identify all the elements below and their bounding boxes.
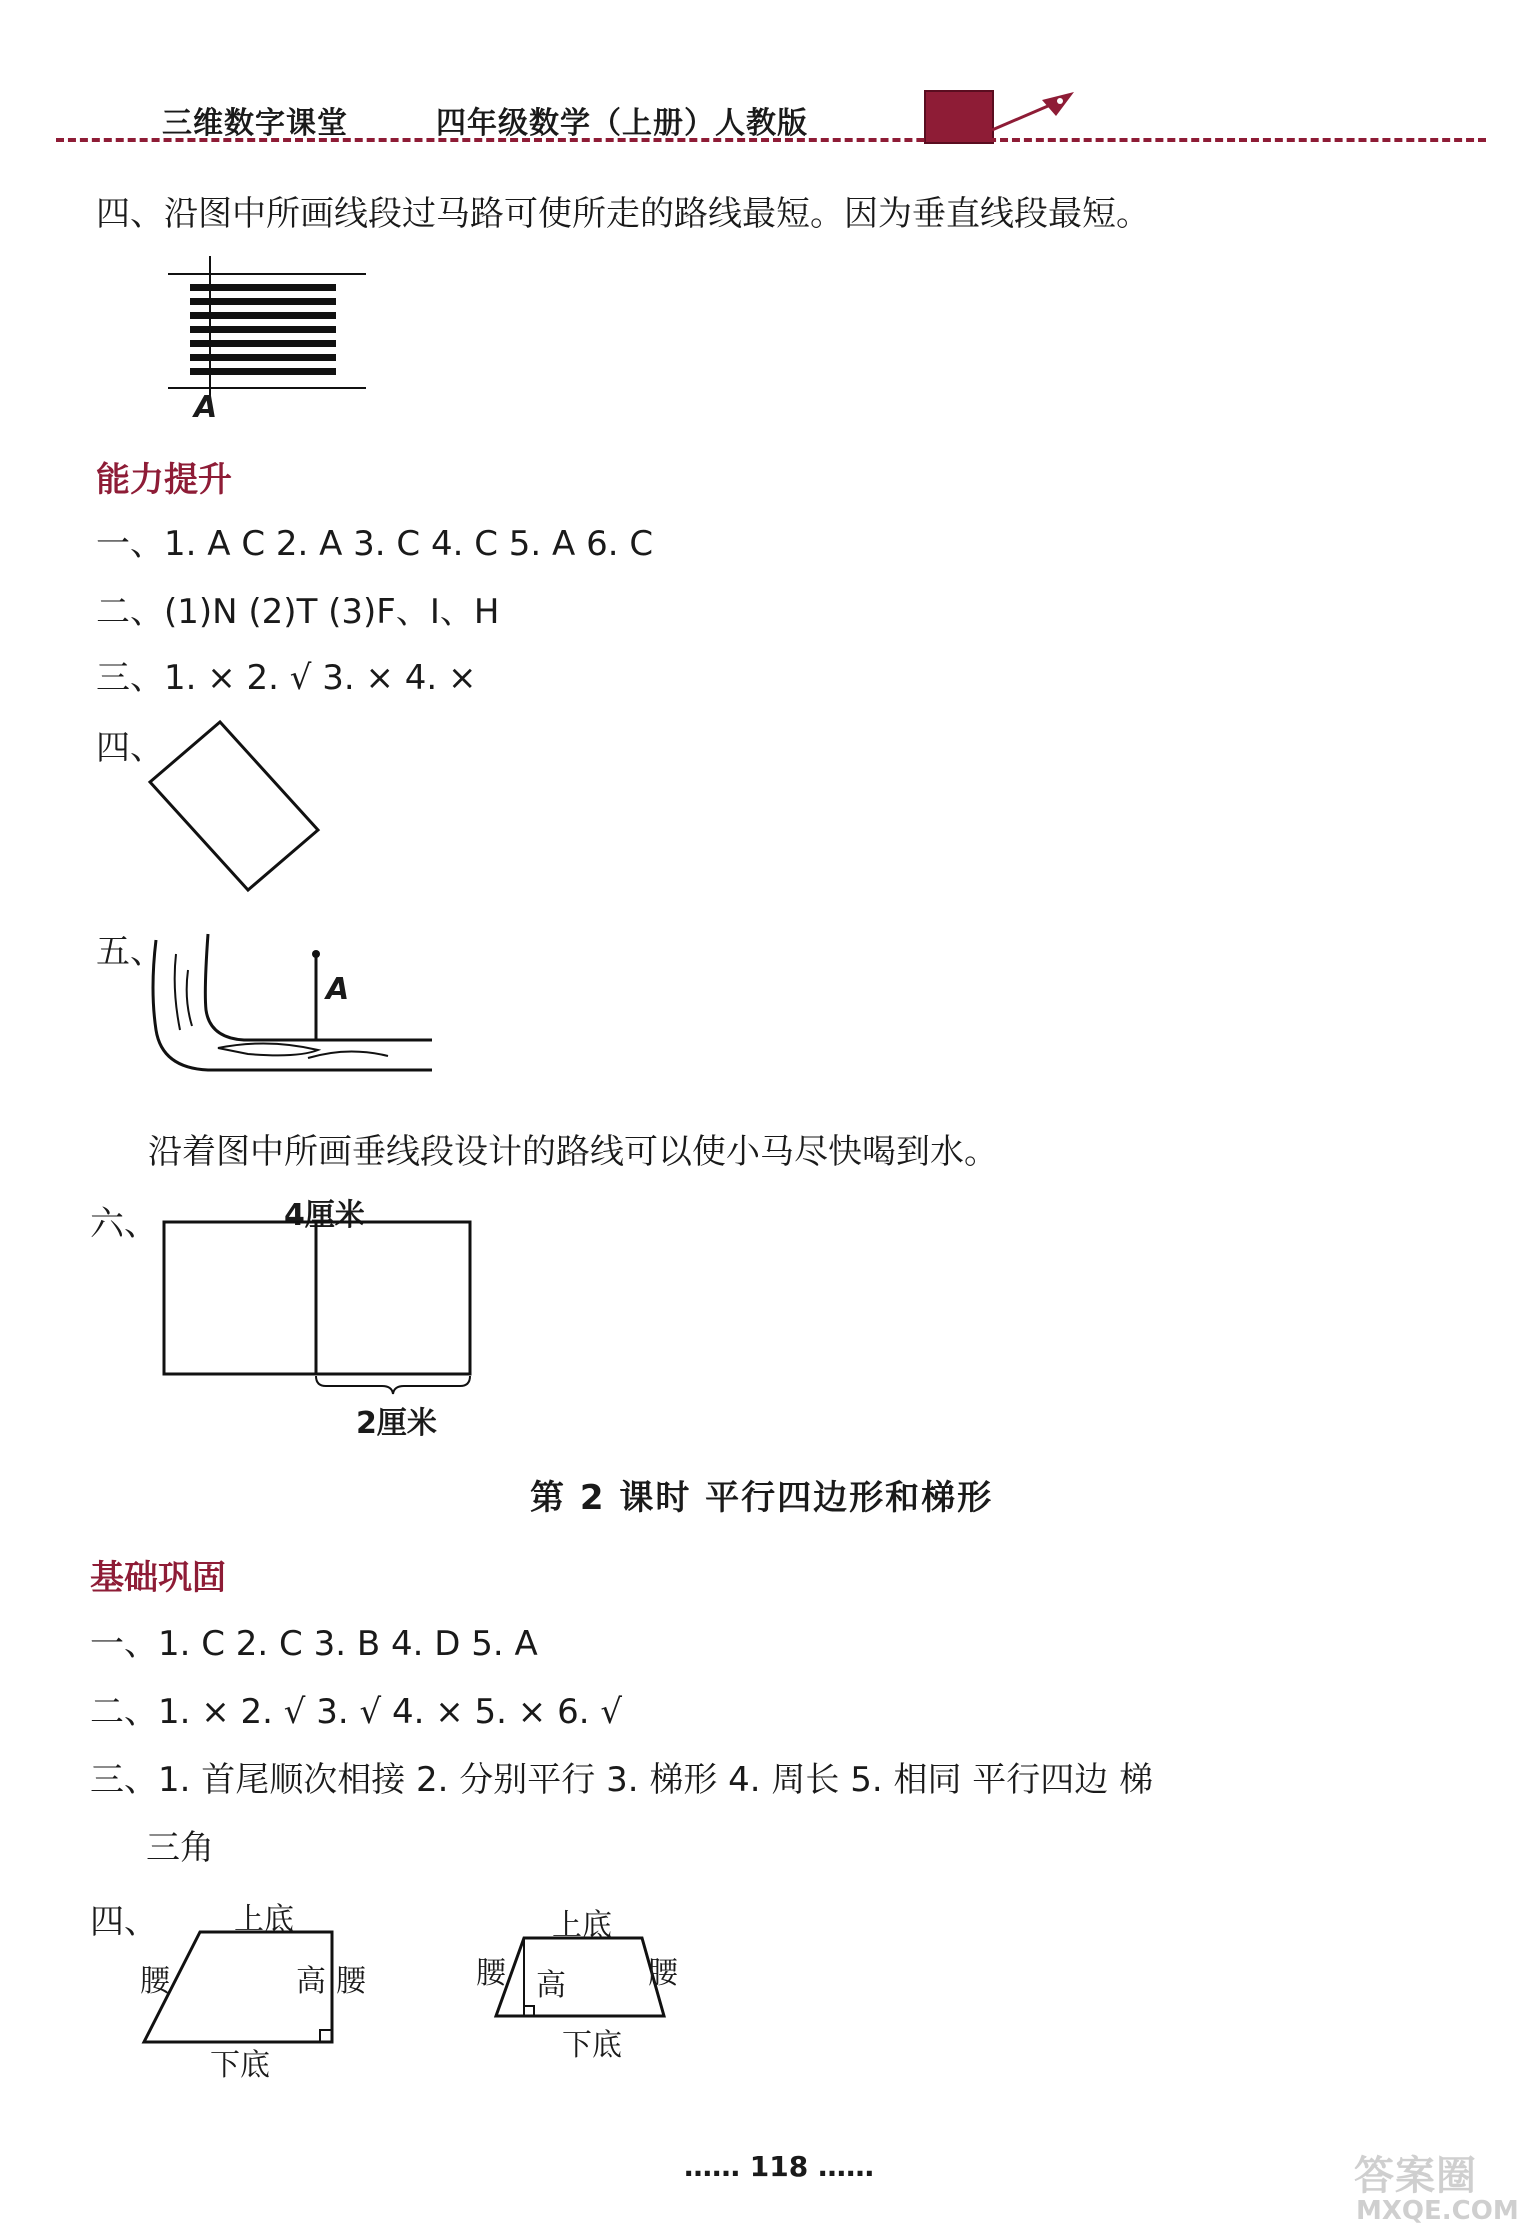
fig2-left-label: 腰	[476, 1956, 506, 1991]
basics-answer-line-1: 一、1. C 2. C 3. B 4. D 5. A	[90, 1624, 538, 1664]
rocket-icon	[990, 88, 1080, 138]
page-number: …… 118 ……	[684, 2150, 874, 2183]
fig2-height-label: 高	[536, 1968, 566, 2003]
header-divider	[56, 138, 1486, 142]
fig2-top-label: 上底	[552, 1908, 612, 1943]
ability-q5-answer: 沿着图中所画垂线段设计的路线可以使小马尽快喝到水。	[148, 1132, 998, 1172]
fig1-bottom-label: 下底	[210, 2048, 270, 2083]
basics-q4-label: 四、	[90, 1902, 158, 1942]
rectangle-split-figure	[162, 1220, 474, 1390]
ability-q5-label: 五、	[96, 932, 164, 972]
isosceles-trapezoid-figure	[494, 1936, 666, 2020]
crosswalk-point-label: A	[194, 390, 218, 425]
q6-top-measure: 4厘米	[284, 1198, 365, 1233]
fig1-right-label: 腰	[336, 1964, 366, 1999]
watermark-url: MXQE.COM	[1356, 2196, 1519, 2226]
section-heading-basics: 基础巩固	[90, 1558, 226, 1598]
ability-answer-line-3: 三、1. × 2. √ 3. × 4. ×	[96, 658, 477, 698]
fig2-bottom-label: 下底	[562, 2028, 622, 2063]
lesson-title: 第 2 课时 平行四边形和梯形	[530, 1478, 994, 1518]
watermark-logo-text: 答案圈	[1354, 2153, 1477, 2199]
header-logo-block	[924, 90, 994, 144]
fig1-left-label: 腰	[140, 1964, 170, 1999]
basics-answer-line-3: 三、1. 首尾顺次相接 2. 分别平行 3. 梯形 4. 周长 5. 相同 平行四边 梯	[90, 1760, 1154, 1800]
section-heading-ability: 能力提升	[96, 460, 232, 500]
fig1-top-label: 上底	[234, 1902, 294, 1937]
ability-answer-line-1: 一、1. A C 2. A 3. C 4. C 5. A 6. C	[96, 524, 654, 564]
ability-answer-line-2: 二、(1)N (2)T (3)F、I、H	[96, 592, 500, 632]
basics-answer-line-3-cont: 三角	[146, 1828, 214, 1868]
tilted-rectangle-figure	[150, 720, 330, 900]
q4-answer-text: 四、沿图中所画线段过马路可使所走的路线最短。因为垂直线段最短。	[96, 194, 1150, 234]
fig1-height-label: 高	[296, 1964, 326, 1999]
header-book-title: 四年级数学（上册）人教版	[436, 106, 808, 141]
river-point-label: A	[326, 972, 350, 1007]
river-figure	[148, 930, 438, 1080]
q6-bottom-measure: 2厘米	[356, 1406, 437, 1441]
fig2-right-label: 腰	[648, 1956, 678, 1991]
ability-q6-label: 六、	[90, 1204, 158, 1244]
ability-q4-label: 四、	[96, 728, 164, 768]
header-series: 三维数字课堂	[162, 106, 348, 141]
basics-answer-line-2: 二、1. × 2. √ 3. √ 4. × 5. × 6. √	[90, 1692, 622, 1732]
